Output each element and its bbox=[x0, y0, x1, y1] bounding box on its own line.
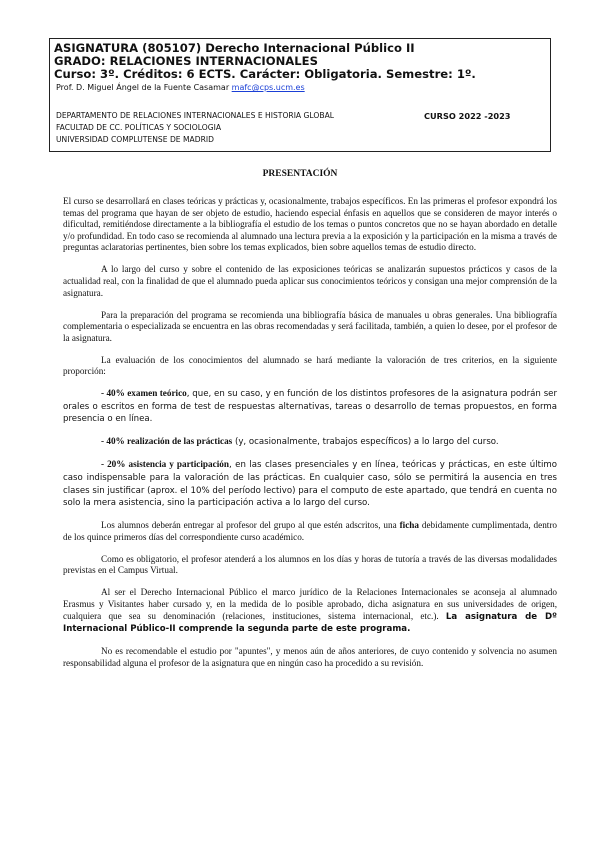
course-year: CURSO 2022 -2023 bbox=[424, 111, 511, 121]
paragraph-evaluation: La evaluación de los conocimientos del alumnado se hará mediante la valoración de tres criterios, en la siguiente proporción: bbox=[63, 354, 557, 377]
erasmus-note: La asignatura de Dº Internacional Público-II comprende la segunda parte de este programa. bbox=[63, 611, 557, 635]
professor-email-link[interactable]: mafc@cps.ucm.es bbox=[231, 83, 305, 92]
form-keyword: ficha bbox=[399, 520, 419, 531]
criterion-attendance-label: - 20% asistencia y participación bbox=[101, 459, 229, 470]
criterion-exam-text: , que, en su caso, y en función de los distintos profesores de la asignatura podrán ser orales o escritos en forma de test de respuestas alternativas, tareas o desarrollo de temas propuestos, en forma presencia o en línea. bbox=[63, 389, 557, 425]
erasmus-text: Al ser el Derecho Internacional Público el marco jurídico de la Relaciones Internacionales se aconseja al alumnado Erasmus y Visitantes haber cursado y, en la medida de lo posible aprobado, dicha asignatura en sus universidades de origen, cualquiera que sea su denominación (relaciones, instituciones, sistema internacional, etc.). bbox=[63, 587, 557, 621]
paragraph-notes-warning: No es recomendable el estudio por "apuntes", y menos aún de años anteriores, de cuyo contenido y solvencia no asumen responsabilidad alguna el profesor de la asignatura que en ningún caso ha procedido a su revisión. bbox=[63, 646, 557, 668]
criterion-exam bbox=[63, 388, 557, 426]
professor-name: Prof. D. Miguel Ángel de la Fuente Casamar bbox=[56, 83, 230, 92]
criterion-attendance-text: , en las clases presenciales y en línea, teóricas y prácticas, en este último caso indispensable para la valoración de las prácticas. En cualquier caso, sólo se permitirá la ausencia en tres clases sin justificar (aprox. el 10% del período lectivo) para el computo de este apartado, que tendrá en cuenta no solo la mera asistencia, sino la participación activa a lo largo del curso. bbox=[63, 460, 558, 509]
course-name: ASIGNATURA (805107) Derecho Internacional Público II bbox=[54, 41, 415, 55]
section-title: PRESENTACIÓN bbox=[262, 169, 338, 179]
degree-name: GRADO: RELACIONES INTERNACIONALES bbox=[54, 54, 318, 68]
form-text-b: debidamente cumplimentada, dentro de los quince primeros días del correspondiente curso académico. bbox=[63, 520, 558, 542]
criterion-exam-label: - 40% examen teórico bbox=[101, 388, 187, 399]
paragraph-erasmus bbox=[63, 587, 557, 635]
professor-line bbox=[56, 83, 305, 92]
form-text-a: Los alumnos deberán entregar al profesor del grupo al que estén adscritos, una bbox=[101, 520, 400, 531]
paragraph-bibliography: Para la preparación del programa se recomienda una bibliografía básica de manuales u obras generales. Una bibliografía complementaria o especializada se encuentra en las obras recomendadas y será facilitada, también, a quien lo desee, por el profesor de la asignatura. bbox=[63, 309, 557, 343]
criterion-attendance bbox=[63, 459, 557, 509]
paragraph-course-format: El curso se desarrollará en clases teóricas y prácticas y, ocasionalmente, trabajos específicos. En las primeras el profesor expondrá los temas del programa que hayan de ser objeto de estudio, haciendo especial énfasis en aquellos que se consideren de mayor interés o dificultad, remitiéndose directamente a la bibliografía el estudio de los temas o puntos concretos que no se hayan abordado en detalle y/o profundidad. En todo caso se recomienda al alumnado una lectura previa a la exposición y la participación en la misma a través de preguntas aclaratorias pertinentes, bien sobre los temas explicados, bien sobre aquellos temas de estudio directo. bbox=[63, 196, 557, 253]
criterion-practices-text: (y, ocasionalmente, trabajos específicos) a lo largo del curso. bbox=[232, 437, 499, 448]
department-name: DEPARTAMENTO DE RELACIONES INTERNACIONALES E HISTORIA GLOBAL bbox=[56, 111, 335, 120]
paragraph-form bbox=[63, 520, 557, 543]
paragraph-practical-cases: A lo largo del curso y sobre el contenido de las exposiciones teóricas se analizarán supuestos prácticos y casos de la actualidad real, con la finalidad de que el alumnado pueda aplicar sus conocimientos teóricos y consigan una mejor comprensión de la asignatura. bbox=[63, 264, 557, 298]
criterion-practices-label: - 40% realización de las prácticas bbox=[101, 436, 233, 447]
criterion-practices bbox=[63, 436, 557, 449]
course-details: Curso: 3º. Créditos: 6 ECTS. Carácter: Obligatoria. Semestre: 1º. bbox=[54, 67, 476, 81]
paragraph-tutoring: Como es obligatorio, el profesor atenderá a los alumnos en los días y horas de tutoría a través de las diversas modalidades previstas en el Campus Virtual. bbox=[63, 553, 557, 576]
university-name: UNIVERSIDAD COMPLUTENSE DE MADRID bbox=[56, 135, 214, 144]
course-header-box bbox=[49, 38, 551, 152]
document-body bbox=[63, 196, 557, 680]
faculty-name: FACULTAD DE CC. POLÍTICAS Y SOCIOLOGIA bbox=[56, 123, 222, 132]
